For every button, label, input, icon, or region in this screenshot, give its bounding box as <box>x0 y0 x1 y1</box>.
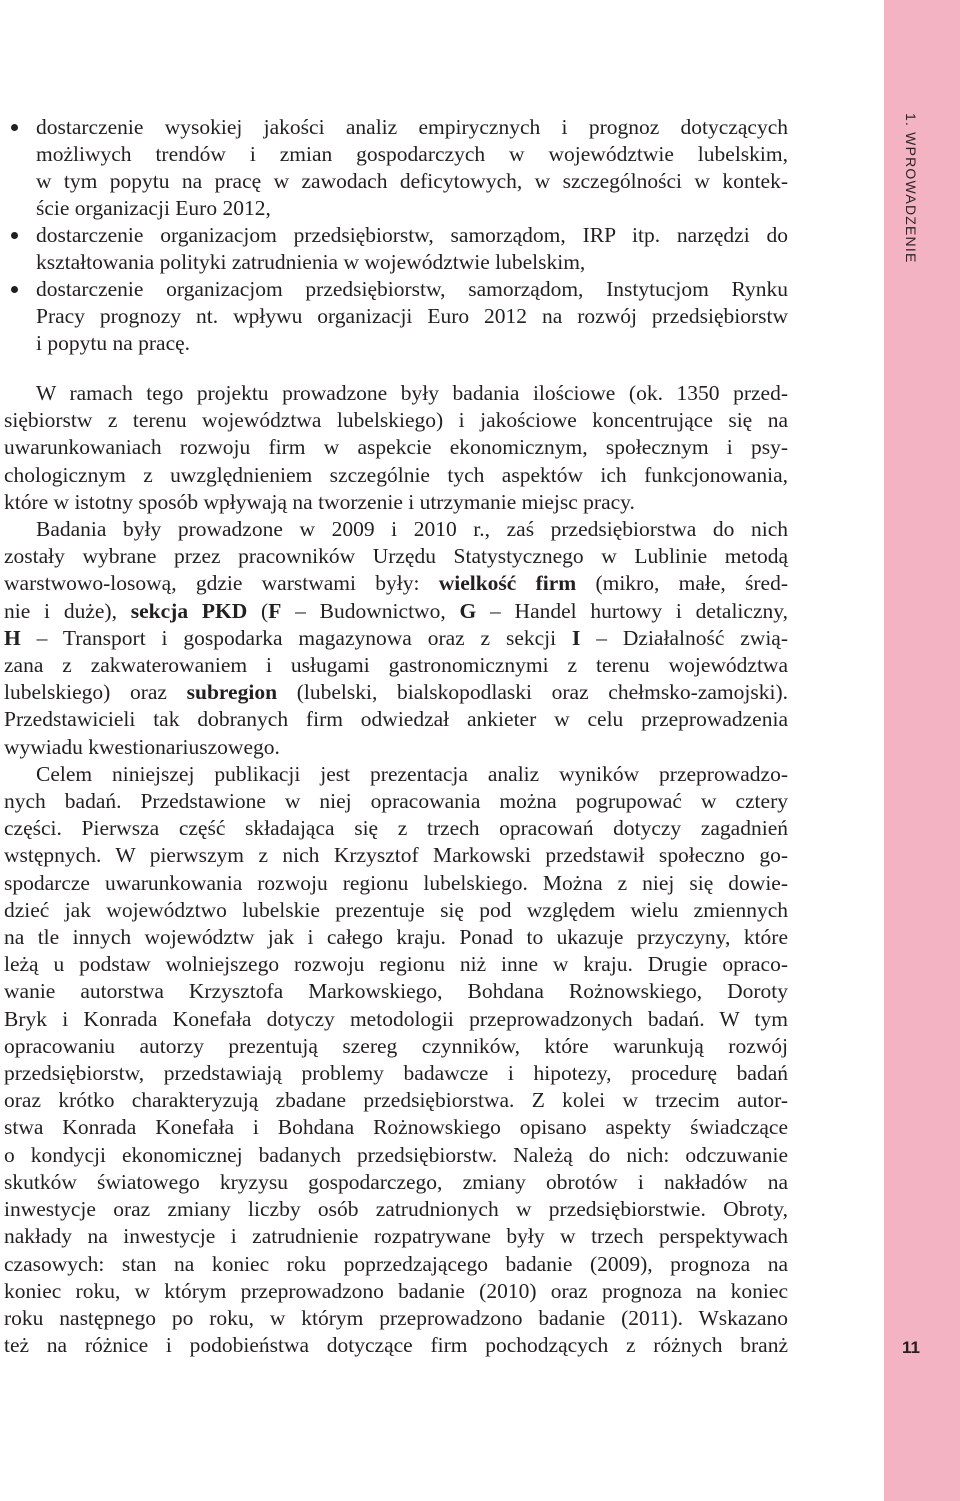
bold-term: G <box>459 598 477 623</box>
text-line: opracowaniu autorzy prezentują szereg czynników, które warunkują rozwój <box>4 1033 788 1058</box>
text-line: i popytu na pracę. <box>36 331 191 355</box>
text-segment: (lubelski, bialskopodlaski oraz chełmsko-zamojski). <box>277 680 789 705</box>
text-line: też na różnice i podobieństwa dotyczące firm pochodzących z różnych branż <box>4 1333 788 1358</box>
chapter-sidebar <box>884 0 960 1501</box>
chapter-title: 1. WPROWADZENIE <box>903 113 919 264</box>
text-line: siębiorstw z terenu województwa lubelskiego) i jakościowe koncentrujące się na <box>4 408 788 433</box>
bold-term: sekcja PKD <box>130 598 248 623</box>
text-line: przedsiębiorstw, przedstawiają problemy badawcze i hipotezy, procedurę badań <box>4 1061 788 1086</box>
bullet-item <box>0 114 788 222</box>
text-line: stwa Konrada Konefała i Bohdana Rożnowskiego opisano aspekty świadczące <box>4 1115 788 1140</box>
text-line: wstępnych. W pierwszym z nich Krzysztof Markowski przedstawił społeczno go- <box>4 843 788 868</box>
text-line: oraz krótko charakteryzują zbadane przedsiębiorstwa. Z kolei w trzecim autor- <box>4 1088 788 1113</box>
text-segment: nie i duże), <box>4 598 131 623</box>
text-line: Pracy prognozy nt. wpływu organizacji Euro 2012 na rozwój przedsiębiorstw <box>36 304 788 328</box>
text-line: na tle innych województw jak i całego kraju. Ponad to ukazuje przyczyny, które <box>4 925 788 950</box>
text-line: Bryk i Konrada Konefała dotyczy metodologii przeprowadzonych badań. W tym <box>4 1006 788 1031</box>
text-line: uwarunkowaniach rozwoju firm w aspekcie ekonomicznym, społecznym i psy- <box>4 435 788 460</box>
text-line: o kondycji ekonomicznej badanych przedsiębiorstw. Należą do nich: odczuwanie <box>4 1142 788 1167</box>
text-line: Celem niniejszej publikacji jest prezentacja analiz wyników przeprowadzo- <box>36 761 788 786</box>
text-line: ście organizacji Euro 2012, <box>36 196 271 220</box>
bold-term: subregion <box>186 680 278 705</box>
text-line: wywiadu kwestionariuszowego. <box>4 734 280 759</box>
text-line <box>4 679 788 706</box>
bullet-item <box>0 276 788 357</box>
text-segment: – Działalność zwią- <box>580 625 788 650</box>
page-number: 11 <box>902 1338 920 1357</box>
text-line: kształtowania polityki zatrudnienia w województwie lubelskim, <box>36 250 586 274</box>
paragraph <box>4 380 788 516</box>
text-line: dostarczenie organizacjom przedsiębiorstw, samorządom, Instytucjom Rynku <box>36 277 788 301</box>
text-segment: (mikro, małe, śred- <box>576 571 788 596</box>
bullet-icon <box>11 232 18 239</box>
text-line: Przedstawicieli tak dobranych firm odwiedzał ankieter w celu przeprowadzenia <box>4 707 788 732</box>
text-line: skutków światowego kryzysu gospodarczego, zmiany obrotów i nakładów na <box>4 1169 788 1194</box>
text-line: koniec roku, w którym przeprowadzono badanie (2010) oraz prognoza na koniec <box>4 1278 788 1303</box>
text-line: zostały wybrane przez pracowników Urzędu Statystycznego w Lublinie metodą <box>4 544 788 569</box>
text-line: w tym popytu na pracę w zawodach deficytowych, w szczególności w kontek- <box>36 169 788 193</box>
text-line: chologicznym z uwzględnieniem szczególnie tych aspektów ich funkcjonowania, <box>4 462 788 487</box>
text-line: możliwych trendów i zmian gospodarczych w województwie lubelskim, <box>36 142 788 166</box>
text-line <box>4 570 788 597</box>
paragraph <box>4 761 788 1359</box>
text-line: zana z zakwaterowaniem i usługami gastronomicznymi z terenu województwa <box>4 653 788 678</box>
text-line: roku następnego po roku, w którym przeprowadzono badanie (2011). Wskazano <box>4 1305 788 1330</box>
text-line: wanie autorstwa Krzysztofa Markowskiego, Bohdana Rożnowskiego, Doroty <box>4 979 788 1004</box>
text-line: Badania były prowadzone w 2009 i 2010 r., zaś przedsiębiorstwa do nich <box>36 517 788 542</box>
text-line: dostarczenie organizacjom przedsiębiorstw, samorządom, IRP itp. narzędzi do <box>36 223 788 247</box>
text-line: W ramach tego projektu prowadzone były badania ilościowe (ok. 1350 przed- <box>36 381 788 405</box>
body-text <box>4 380 788 1359</box>
text-segment: – Budownictwo, <box>281 598 460 623</box>
bullet-icon <box>11 286 18 293</box>
text-line <box>4 598 788 625</box>
text-line: które w istotny sposób wpływają na tworzenie i utrzymanie miejsc pracy. <box>4 489 635 514</box>
text-segment: lubelskiego) oraz <box>4 680 187 705</box>
text-line: spodarcze uwarunkowania rozwoju regionu lubelskiego. Można z niej się dowie- <box>4 870 788 895</box>
bullet-item <box>0 222 788 276</box>
paragraph <box>4 516 788 761</box>
text-segment: warstwowo-losową, gdzie warstwami były: <box>4 571 439 596</box>
text-line: dzieć jak województwo lubelskie prezentuje się pod względem wielu zmiennych <box>4 897 788 922</box>
bold-term: F <box>268 598 282 623</box>
text-segment: – Handel hurtowy i detaliczny, <box>476 598 788 623</box>
bullet-list <box>0 114 788 357</box>
text-line: części. Pierwsza część składająca się z trzech opracowań dotyczy zagadnień <box>4 816 788 841</box>
text-line: inwestycje oraz zmiany liczby osób zatrudnionych w przedsiębiorstwie. Obroty, <box>4 1197 788 1222</box>
text-segment: – Transport i gospodarka magazynowa oraz z sekcji <box>20 625 573 650</box>
text-line: leżą u podstaw wolniejszego rozwoju regionu niż inne w kraju. Drugie opraco- <box>4 952 788 977</box>
bold-term: I <box>572 625 581 650</box>
bold-term: wielkość firm <box>438 571 577 596</box>
text-line: nych badań. Przedstawione w niej opracowania można pogrupować w cztery <box>4 789 788 814</box>
bold-term: H <box>4 625 21 650</box>
text-segment: ( <box>247 598 269 623</box>
bullet-icon <box>11 124 18 131</box>
text-line: nakłady na inwestycje i zatrudnienie rozpatrywane były w trzech perspektywach <box>4 1224 788 1249</box>
text-line <box>4 625 788 652</box>
text-line: czasowych: stan na koniec roku poprzedzającego badanie (2009), prognoza na <box>4 1251 788 1276</box>
text-line: dostarczenie wysokiej jakości analiz empirycznych i prognoz dotyczących <box>36 115 788 139</box>
